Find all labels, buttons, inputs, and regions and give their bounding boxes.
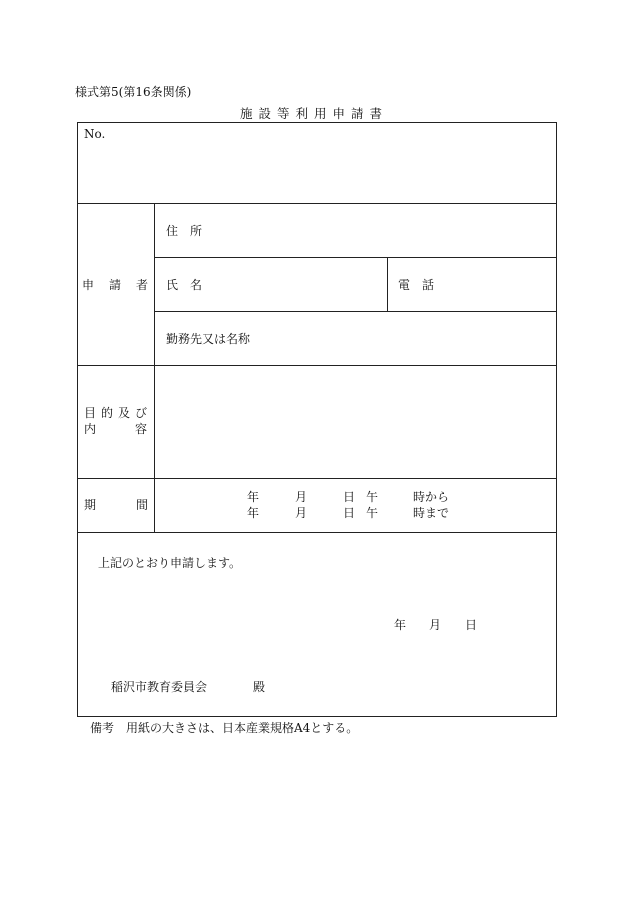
period-end-ampm: 午: [366, 506, 379, 520]
address-label: 住 所: [166, 224, 203, 238]
period-end-month: 月: [295, 506, 308, 520]
name-label: 氏 名: [166, 278, 203, 292]
period-end-year: 年: [247, 506, 260, 520]
row-divider: [77, 203, 556, 204]
table-border-top: [77, 122, 556, 123]
period-start-ampm: 午: [366, 490, 379, 504]
phone-column-divider: [387, 257, 388, 311]
addressee-honorific: 殿: [253, 680, 266, 694]
label-column-divider: [154, 203, 155, 532]
row-divider: [77, 532, 556, 533]
form-title: 施設等利用申請書: [240, 106, 389, 121]
declaration-date-year: 年: [394, 618, 407, 632]
declaration-date-day: 日: [465, 618, 478, 632]
period-start-month: 月: [295, 490, 308, 504]
remarks-note: 備考 用紙の大きさは、日本産業規格A4とする。: [90, 721, 359, 735]
period-label-left: 期: [84, 498, 97, 512]
period-start-day: 日: [343, 490, 356, 504]
row-divider: [77, 365, 556, 366]
period-label-right: 間: [136, 498, 149, 512]
workplace-label: 勤務先又は名称: [166, 332, 251, 346]
table-border-left: [77, 122, 78, 717]
period-start-year: 年: [247, 490, 260, 504]
applicant-label-char: 者: [136, 278, 149, 292]
period-end-suffix: 時まで: [413, 506, 450, 520]
applicant-label-char: 申: [82, 278, 95, 292]
table-border-right: [556, 122, 557, 717]
declaration-date-month: 月: [429, 618, 442, 632]
phone-label: 電 話: [398, 278, 435, 292]
row-divider: [77, 478, 556, 479]
declaration-statement: 上記のとおり申請します。: [98, 556, 242, 570]
purpose-label-right: 容: [135, 422, 148, 436]
row-divider: [154, 257, 556, 258]
period-end-day: 日: [343, 506, 356, 520]
form-number: 様式第5(第16条関係): [75, 85, 192, 99]
table-border-bottom: [77, 716, 556, 717]
purpose-label: 目的及び: [84, 406, 153, 420]
number-label: No.: [84, 127, 106, 141]
applicant-label-char: 請: [109, 278, 122, 292]
purpose-label-left: 内: [84, 422, 97, 436]
addressee: 稲沢市教育委員会: [111, 680, 208, 694]
period-start-suffix: 時から: [413, 490, 450, 504]
row-divider: [154, 311, 556, 312]
